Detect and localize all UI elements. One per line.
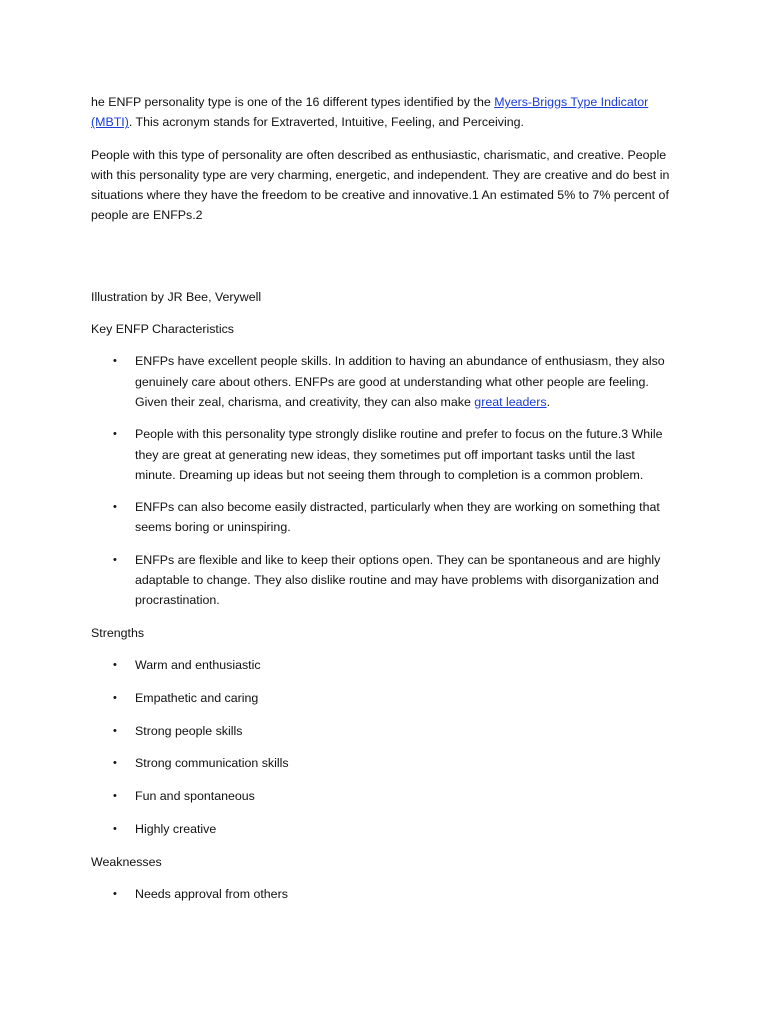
document-body [91, 92, 676, 917]
strength-text: Highly creative [135, 821, 217, 836]
great-leaders-link[interactable]: great leaders [474, 394, 547, 409]
list-item [91, 819, 676, 839]
strength-text: Warm and enthusiastic [135, 657, 261, 672]
strength-text: Strong people skills [135, 723, 243, 738]
weaknesses-list [91, 884, 676, 904]
intro-text-before: he ENFP personality type is one of the 16 different types identified by the [91, 95, 495, 109]
strength-text: Empathetic and caring [135, 690, 259, 705]
strength-text: Fun and spontaneous [135, 789, 255, 804]
bullet-icon: • [113, 757, 117, 770]
list-item [91, 351, 676, 412]
illustration-credit: Illustration by JR Bee, Verywell [91, 289, 262, 304]
list-item [91, 786, 676, 806]
characteristic-text: ENFPs are flexible and like to keep their options open. They can be spontaneous and are highly adaptable to change. They also dislike routine and may have problems with disorganization and procrastination. [135, 552, 661, 608]
people-paragraph: People with this type of personality are often described as enthusiastic, charismatic, and creative. People with this personality type are very charming, energetic, and independent. They are creative and do best in situations where they have the freedom to be creative and innovative.1 An estimated 5% to 7% percent of people are ENFPs.2 [91, 147, 670, 223]
strengths-list [91, 655, 676, 839]
list-item [91, 884, 676, 904]
list-item [91, 655, 676, 675]
mbti-link[interactable]: Myers-Briggs Type Indicator (MBTI) [91, 95, 649, 130]
bullet-icon: • [113, 822, 117, 835]
weakness-text: Needs approval from others [135, 887, 288, 902]
list-item [91, 550, 676, 611]
bullet-icon: • [113, 790, 117, 803]
characteristic-text-after: . [546, 394, 551, 409]
intro-paragraph [91, 92, 676, 133]
strength-text: Strong communication skills [135, 756, 289, 771]
characteristics-list [91, 351, 676, 610]
bullet-icon: • [113, 428, 117, 441]
list-item [91, 424, 676, 485]
characteristic-text: ENFPs have excellent people skills. In addition to having an abundance of enthusiasm, they also genuinely care about others. ENFPs are good at understanding what other people are feeling. Given their zeal, charisma, and creativity, they can also make [135, 354, 665, 409]
bullet-icon: • [113, 691, 117, 704]
strengths-heading: Strengths [91, 625, 145, 640]
bullet-icon: • [113, 888, 117, 901]
list-item [91, 688, 676, 708]
list-item [91, 753, 676, 773]
weaknesses-heading: Weaknesses [91, 854, 162, 869]
intro-text-after: . This acronym stands for Extraverted, Intuitive, Feeling, and Perceiving. [128, 115, 524, 130]
list-item [91, 497, 676, 538]
key-characteristics-heading: Key ENFP Characteristics [91, 322, 234, 337]
bullet-icon: • [113, 658, 117, 671]
characteristic-text: ENFPs can also become easily distracted, particularly when they are working on something that seems boring or uninspiring. [135, 500, 660, 535]
characteristic-text: People with this personality type strongly dislike routine and prefer to focus on the future.3 While they are great at generating new ideas, they sometimes put off important tasks until the last minute. Dreaming up ideas but not seeing them through to completion is a common problem. [135, 427, 663, 482]
list-item [91, 721, 676, 741]
bullet-icon: • [113, 501, 117, 514]
bullet-icon: • [113, 724, 117, 737]
bullet-icon: • [113, 553, 117, 566]
bullet-icon: • [113, 355, 117, 368]
